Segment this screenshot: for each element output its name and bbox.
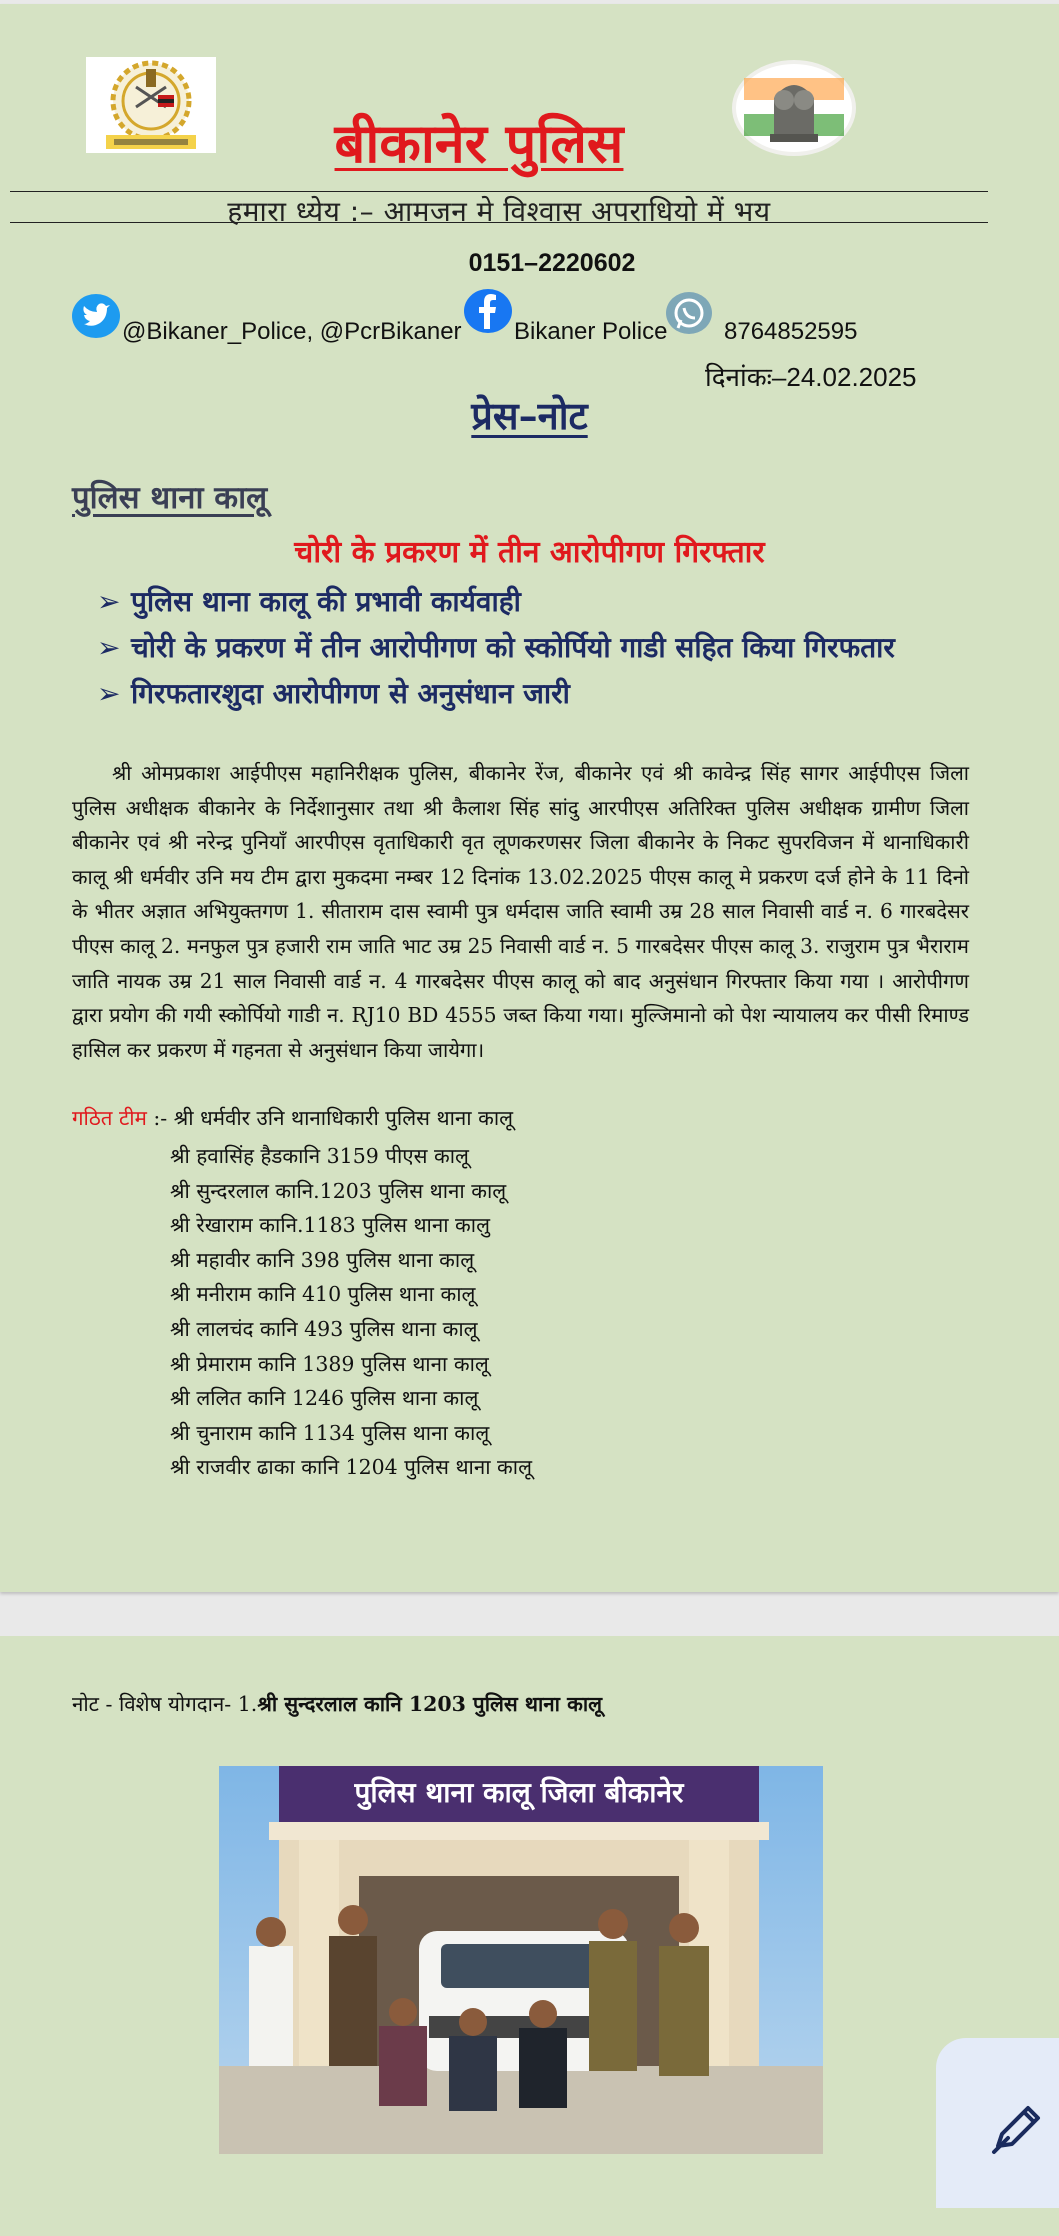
document-page-1 [0,4,1059,1592]
station-name: पुलिस थाना कालू [72,480,268,516]
edit-fab-button[interactable] [936,2038,1059,2208]
team-list [170,1139,532,1485]
team-member: श्री लालचंद कानि 493 पुलिस थाना कालू [170,1316,478,1341]
edit-pen-icon [988,2098,1048,2158]
bullet-item: ➢ चोरी के प्रकरण में तीन आरोपीगण को स्कोर्पियो गाडी सहित किया गिरफतार [97,631,895,664]
team-member: श्री मनीराम कानि 410 पुलिस थाना कालू [170,1282,476,1307]
social-row [72,294,972,344]
team-heading: गठित टीम :- श्री धर्मवीर उनि थानाधिकारी पुलिस थाना कालू [72,1106,514,1130]
team-member: श्री राजवीर ढाका कानि 1204 पुलिस थाना कालू [170,1455,533,1480]
page-title: बीकानेर पुलिस [334,111,624,175]
team-member: श्री रेखाराम कानि.1183 पुलिस थाना कालु [170,1213,491,1238]
bullet-item: ➢ पुलिस थाना कालू की प्रभावी कार्यवाही [97,585,521,618]
photo-sign-text: पुलिस थाना कालू जिला बीकानेर [354,1776,684,1809]
motto-bottom-rule [10,222,988,223]
facebook-icon [464,289,512,333]
facebook-page: Bikaner Police [514,318,668,345]
motto-text: हमारा ध्येय :– आमजन मे विश्वास अपराधियो में भय [227,195,771,228]
arrow-bullet-icon: ➢ [97,631,121,664]
press-date: दिनांकः–24.02.2025 [705,362,917,392]
arrow-bullet-icon: ➢ [97,677,121,710]
team-member: श्री सुन्दरलाल कानि.1203 पुलिस थाना कालू [170,1178,507,1203]
whatsapp-icon [666,292,712,334]
whatsapp-number: 8764852595 [724,318,858,345]
team-member: श्री प्रेमाराम कानि 1389 पुलिस थाना कालू [170,1351,489,1376]
headline: चोरी के प्रकरण में तीन आरोपीगण गिरफ्तार [294,535,765,570]
team-member: श्री ललित कानि 1246 पुलिस थाना कालू [170,1386,479,1411]
press-note-heading: प्रेस–नोट [471,393,588,438]
team-member: श्री चुनाराम कानि 1134 पुलिस थाना कालू [170,1420,490,1445]
arrow-bullet-icon: ➢ [97,585,121,618]
twitter-icon [72,294,120,338]
twitter-handles: @Bikaner_Police, @PcrBikaner [122,318,462,345]
highlight-bullets [97,582,895,720]
press-body-paragraph: श्री ओमप्रकाश आईपीएस महानिरीक्षक पुलिस, बीकानेर रेंज, बीकानेर एवं श्री कावेन्द्र सिंह सागर आईपीएस जिला पुलिस अधीक्षक बीकानेर के निर्देशानुसार तथा श्री कैलाश सिंह सांदु आरपीएस अतिरिक्त पुलिस अधीक्षक ग्रामीण जिला बीकानेर एवं श्री नरेन्द्र पुनियाँ आरपीएस वृताधिकारी वृत लूणकरणसर जिला बीकानेर के निकट सुपरविजन में थानाधिकारी कालू श्री धर्मवीर उनि मय टीम द्वारा मुकदमा नम्बर 12 दिनांक 13.02.2025 पीएस कालू मे प्रकरण दर्ज होने के 11 दिनो के भीतर अज्ञात अभियुक्तगण 1. सीताराम दास स्वामी पुत्र धर्मदास जाति स्वामी उम्र 28 साल निवासी वार्ड न. 6 गारबदेसर पीएस कालू 2. मनफुल पुत्र हजारी राम जाति भाट उम्र 25 निवासी वार्ड न. 5 गारबदेसर पीएस कालू 3. राजुराम पुत्र भैराराम जाति नायक उम्र 21 साल निवासी वार्ड न. 4 गारबदेसर पीएस कालू को बाद अनुसंधान गिरफ्तार किया गया । आरोपीगण द्वारा प्रयोग की गयी स्कोर्पियो गाडी न. RJ10 BD 4555 जब्त किया गया। मुल्जिमानो को पेश न्यायालय कर पीसी रिमाण्ड हासिल कर प्रकरण में गहनता से अनुसंधान किया जायेगा। [72,761,969,1062]
helpline-number: 0151–2220602 [468,249,636,277]
arrest-photo [219,1766,823,2154]
bullet-item: ➢ गिरफतारशुदा आरोपीगण से अनुसंधान जारी [97,677,570,710]
team-member: श्री हवासिंह हैडकानि 3159 पीएस कालू [170,1144,469,1168]
team-member: श्री महावीर कानि 398 पुलिस थाना कालू [170,1247,475,1272]
special-contribution-note: नोट - विशेष योगदान- 1.श्री सुन्दरलाल कानि 1203 पुलिस थाना कालू [72,1692,603,1716]
